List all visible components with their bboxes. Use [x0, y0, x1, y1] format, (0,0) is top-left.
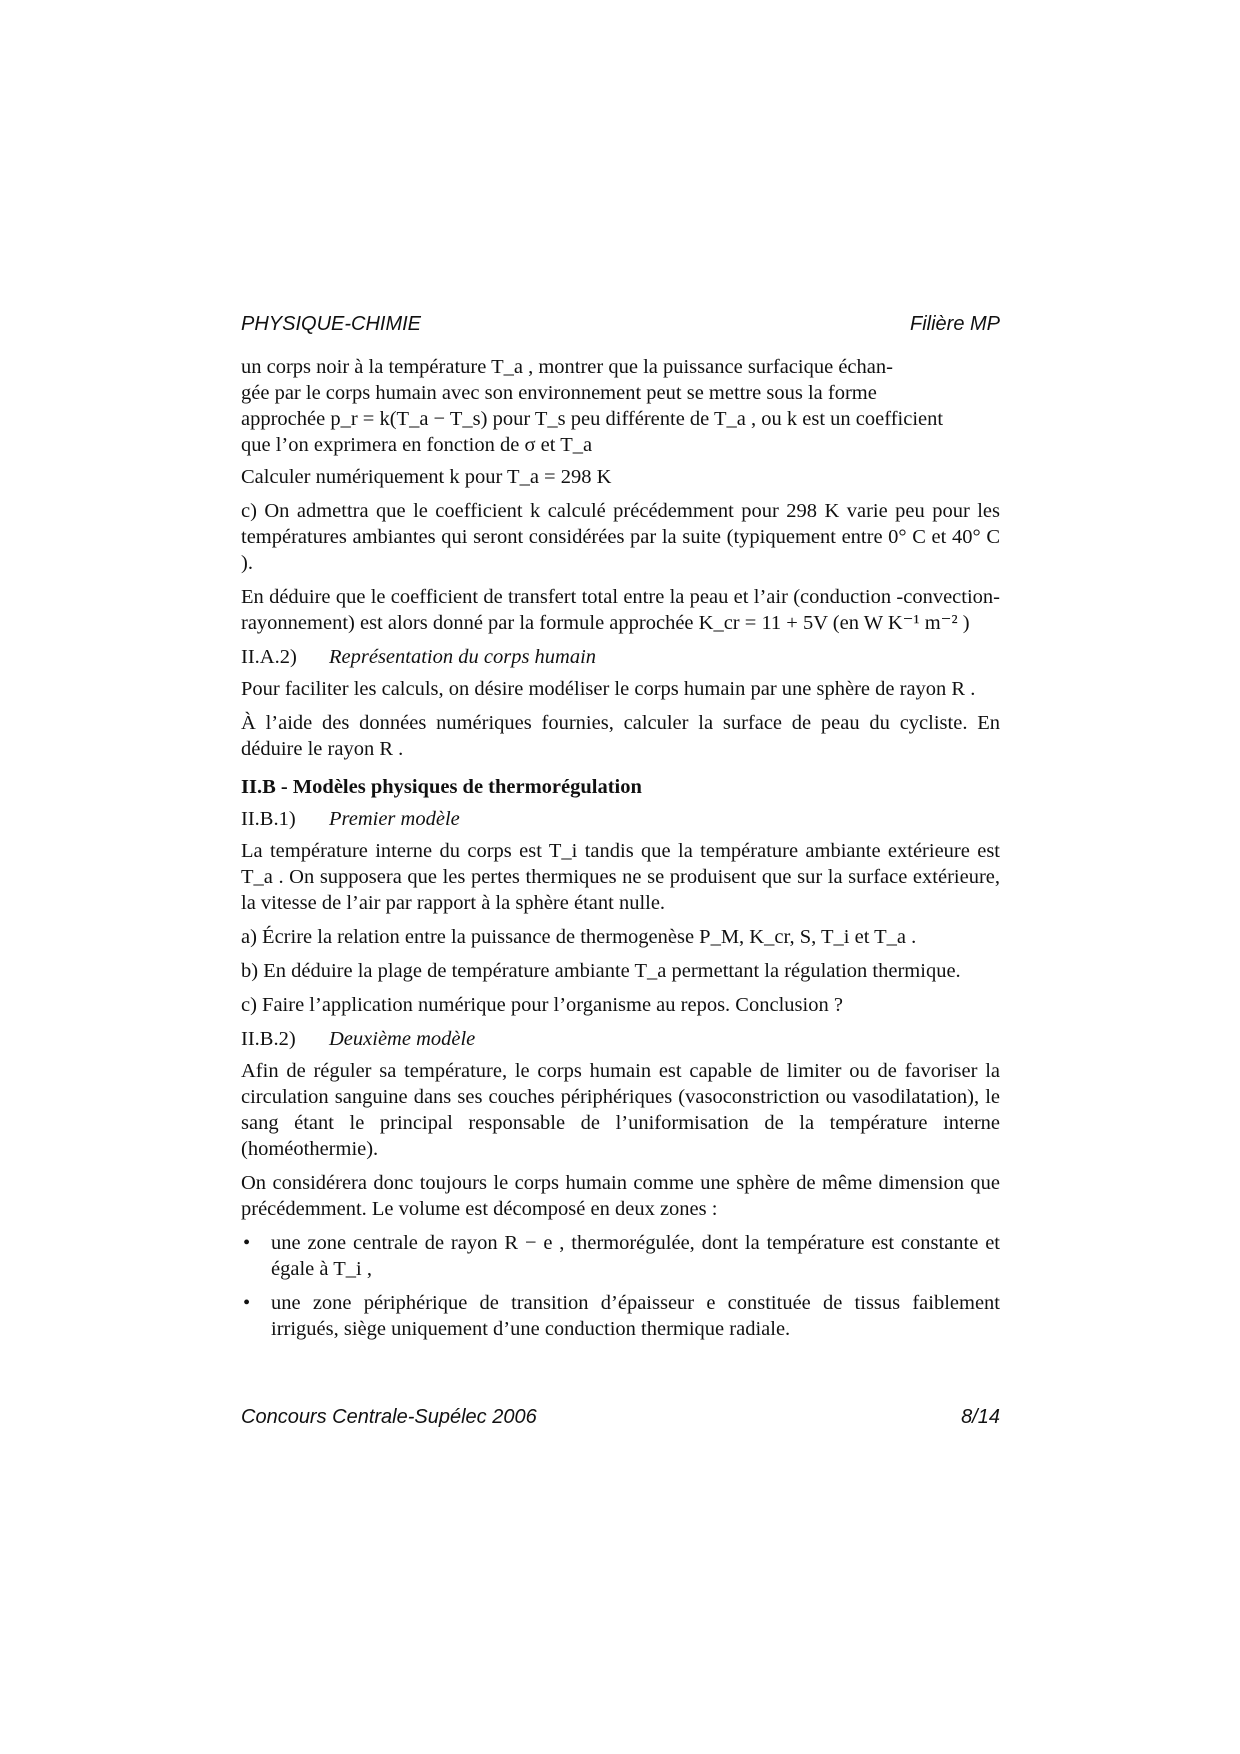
section-iia2-heading	[241, 644, 1000, 670]
section-iib1-number: II.B.1)	[241, 808, 296, 830]
section-iib-heading: II.B - Modèles physiques de thermorégulation	[241, 776, 642, 798]
paragraph-1-line-4: que l’on exprimera en fonction de σ et T_a	[241, 434, 593, 456]
page-header	[241, 312, 1000, 336]
list-item-text: une zone centrale de rayon R − e , thermorégulée, dont la température est constante et égale à T_i ,	[271, 1232, 1000, 1280]
section-iib2-heading	[241, 1026, 1000, 1052]
list-item-text: une zone périphérique de transition d’épaisseur e constituée de tissus faiblement irrigués, siège uniquement d’une conduction thermique radiale.	[271, 1292, 1000, 1340]
paragraph-1-line-1: un corps noir à la température T_a , montrer que la puissance surfacique échan-	[241, 356, 893, 378]
question-a: a) Écrire la relation entre la puissance de thermogenèse P_M, K_cr, S, T_i et T_a .	[241, 926, 917, 948]
section-iib2-title: Deuxième modèle	[329, 1028, 476, 1050]
bullet-icon: •	[243, 1292, 251, 1314]
paragraph-8: Afin de réguler sa température, le corps humain est capable de limiter ou de favoriser la circulation sanguine dans ses couches périphériques (vasoconstriction ou vasodilatation), le sang étant le principal responsable de l’uniformisation de la température interne (homéothermie).	[241, 1060, 1000, 1160]
page-body	[241, 354, 1000, 1350]
question-c: c) Faire l’application numérique pour l’organisme au repos. Conclusion ?	[241, 994, 843, 1016]
paragraph-1	[241, 354, 1000, 458]
footer-contest: Concours Centrale-Supélec 2006	[241, 1406, 537, 1428]
bullet-icon: •	[243, 1232, 251, 1254]
section-iia2-number: II.A.2)	[241, 646, 297, 668]
paragraph-4: En déduire que le coefficient de transfert total entre la peau et l’air (conduction -convection-rayonnement) est alors donné par la formule approchée K_cr = 11 + 5V (en W K⁻¹ m⁻² )	[241, 586, 1000, 634]
zones-list	[241, 1230, 1000, 1342]
section-iia2-title: Représentation du corps humain	[329, 646, 597, 668]
paragraph-1-line-3: approchée p_r = k(T_a − T_s) pour T_s peu différente de T_a , ou k est un coefficient	[241, 408, 944, 430]
paragraph-7: La température interne du corps est T_i tandis que la température ambiante extérieure est T_a . On supposera que les pertes thermiques ne se produisent que sur la surface extérieure, la vitesse de l’air par rapport à la sphère étant nulle.	[241, 840, 1000, 914]
list-item	[241, 1230, 1000, 1282]
list-item	[241, 1290, 1000, 1342]
section-iib1-title: Premier modèle	[329, 808, 460, 830]
header-subject: PHYSIQUE-CHIMIE	[241, 313, 422, 335]
paragraph-2: Calculer numériquement k pour T_a = 298 K	[241, 466, 612, 488]
section-iib1-heading	[241, 806, 1000, 832]
paragraph-6: À l’aide des données numériques fournies, calculer la surface de peau du cycliste. En déduire le rayon R .	[241, 712, 1000, 760]
section-iib2-number: II.B.2)	[241, 1028, 296, 1050]
paragraph-3: c) On admettra que le coefficient k calculé précédemment pour 298 K varie peu pour les températures ambiantes qui seront considérées par la suite (typiquement entre 0° C et 40° C ).	[241, 500, 1000, 574]
question-b: b) En déduire la plage de température ambiante T_a permettant la régulation thermique.	[241, 960, 961, 982]
page-footer	[241, 1405, 1000, 1429]
paragraph-5: Pour faciliter les calculs, on désire modéliser le corps humain par une sphère de rayon R .	[241, 678, 976, 700]
header-track: Filière MP	[909, 313, 1000, 335]
paragraph-1-line-2: gée par le corps humain avec son environnement peut se mettre sous la forme	[241, 382, 877, 404]
footer-page-number: 8/14	[961, 1406, 1000, 1428]
paragraph-9: On considérera donc toujours le corps humain comme une sphère de même dimension que précédemment. Le volume est décomposé en deux zones :	[241, 1172, 1000, 1220]
